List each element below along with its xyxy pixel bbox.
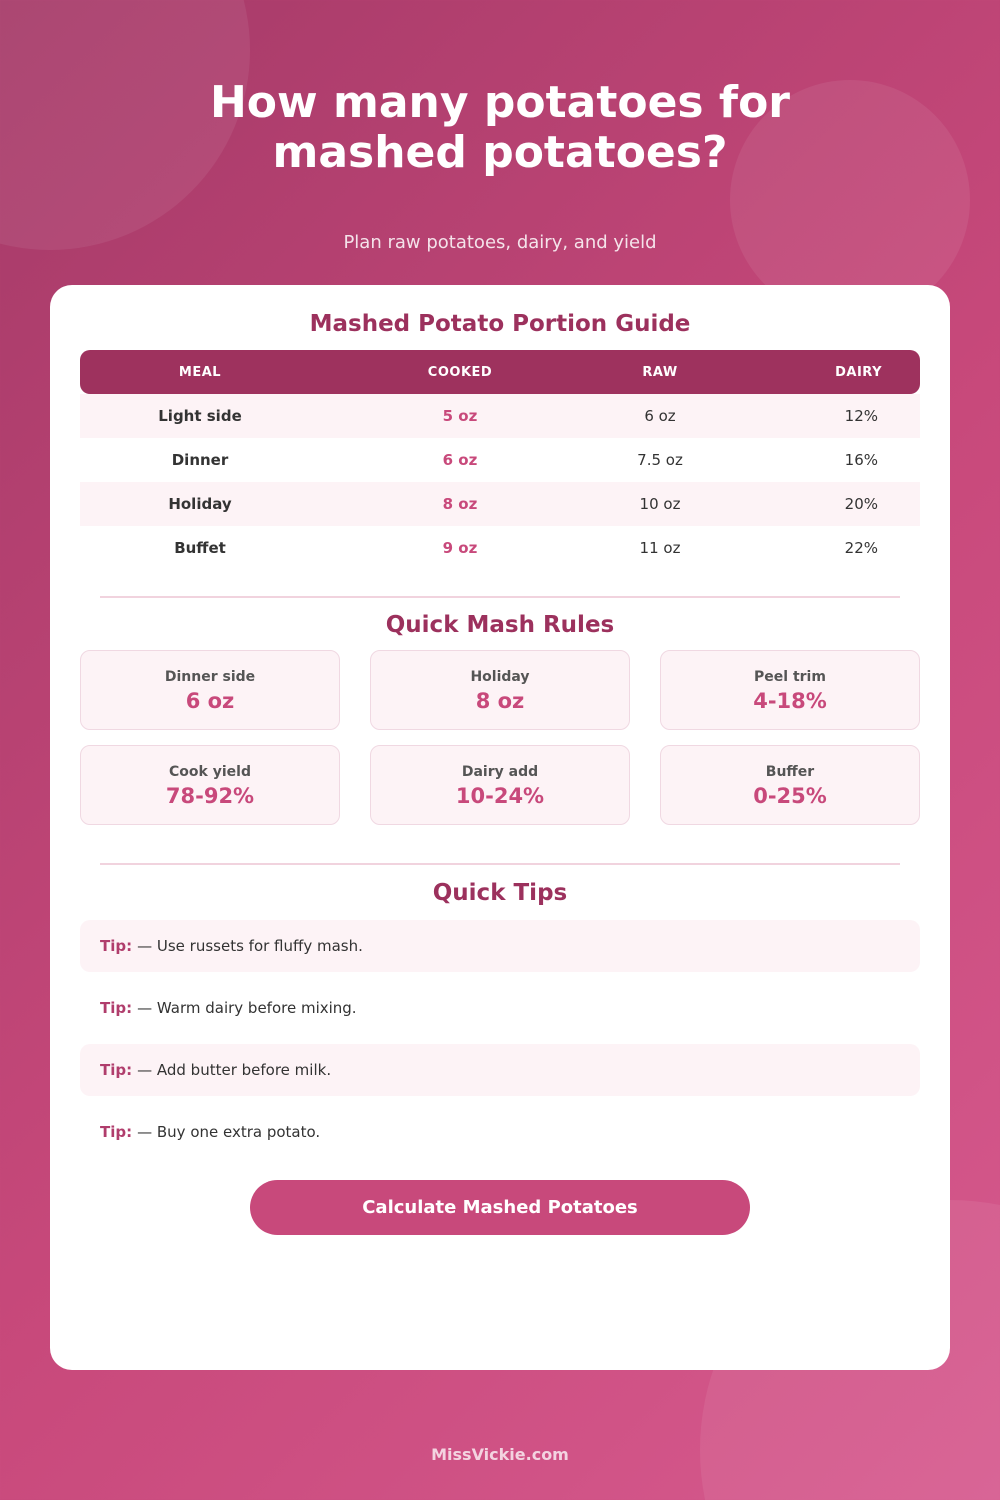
rule-value: 78-92% [165, 784, 255, 808]
rule-card-cook-yield [80, 745, 340, 825]
rule-card-dairy-add [370, 745, 630, 825]
column-header-dairy: DAIRY [835, 364, 882, 380]
calculate-mashed-potatoes-button[interactable]: Calculate Mashed Potatoes [250, 1180, 750, 1235]
rule-label: Holiday [470, 669, 530, 685]
rules-title: Quick Mash Rules [385, 612, 615, 638]
cell-dairy: 22% [844, 539, 878, 557]
page-title [0, 78, 1000, 178]
rule-label: Dairy add [461, 764, 539, 780]
rule-label: Peel trim [754, 669, 826, 685]
content-card [50, 285, 950, 1370]
tip-prefix: Tip: [100, 937, 133, 955]
tip-prefix: Tip: [100, 1061, 133, 1079]
section-divider [100, 596, 900, 598]
table-row [80, 526, 920, 570]
tip-text: — Warm dairy before mixing. [137, 999, 357, 1017]
rule-label: Cook yield [169, 764, 251, 780]
rule-value: 0-25% [753, 784, 827, 808]
rule-card-buffer [660, 745, 920, 825]
page-subtitle: Plan raw potatoes, dairy, and yield [343, 232, 657, 253]
section-divider [100, 863, 900, 865]
tips-title: Quick Tips [432, 880, 568, 906]
rule-card-holiday [370, 650, 630, 730]
cell-cooked: 8 oz [442, 495, 478, 513]
tip-text: — Use russets for fluffy mash. [137, 937, 363, 955]
tip-prefix: Tip: [100, 999, 133, 1017]
tips-list [80, 920, 920, 1158]
portion-guide-title: Mashed Potato Portion Guide [309, 311, 691, 337]
tip-text: — Add butter before milk. [137, 1061, 332, 1079]
cell-raw: 7.5 oz [637, 451, 683, 469]
rule-card-peel-trim [660, 650, 920, 730]
table-header [80, 350, 920, 394]
cell-dairy: 20% [844, 495, 878, 513]
rule-value: 6 oz [185, 689, 235, 713]
portion-guide-table [80, 350, 920, 570]
tip-item [80, 1044, 920, 1096]
rule-value: 4-18% [753, 689, 827, 713]
page-title-line-1: How many potatoes for [209, 77, 790, 128]
cell-dairy: 16% [844, 451, 878, 469]
tip-text: — Buy one extra potato. [137, 1123, 321, 1141]
rule-card-dinner-side [80, 650, 340, 730]
cell-cooked: 5 oz [442, 407, 478, 425]
cell-meal: Dinner [171, 451, 229, 469]
cell-dairy: 12% [844, 407, 878, 425]
rule-value: 8 oz [475, 689, 525, 713]
cell-cooked: 6 oz [442, 451, 478, 469]
tip-item [80, 920, 920, 972]
rule-value: 10-24% [455, 784, 545, 808]
column-header-cooked: COOKED [427, 364, 493, 380]
tip-item [80, 982, 920, 1034]
table-row [80, 438, 920, 482]
cell-raw: 6 oz [644, 407, 676, 425]
page-title-line-2: mashed potatoes? [272, 127, 728, 178]
cell-cooked: 9 oz [442, 539, 478, 557]
cell-raw: 11 oz [639, 539, 681, 557]
rules-grid [80, 650, 920, 825]
footer-site-name: MissVickie.com [431, 1445, 569, 1464]
column-header-meal: MEAL [178, 364, 222, 380]
table-row [80, 482, 920, 526]
cell-meal: Buffet [174, 539, 226, 557]
rule-label: Buffer [765, 764, 815, 780]
tip-prefix: Tip: [100, 1123, 133, 1141]
cell-meal: Light side [158, 407, 242, 425]
tip-item [80, 1106, 920, 1158]
rule-label: Dinner side [164, 669, 256, 685]
table-row [80, 394, 920, 438]
cell-meal: Holiday [168, 495, 232, 513]
cell-raw: 10 oz [639, 495, 681, 513]
column-header-raw: RAW [642, 364, 678, 380]
